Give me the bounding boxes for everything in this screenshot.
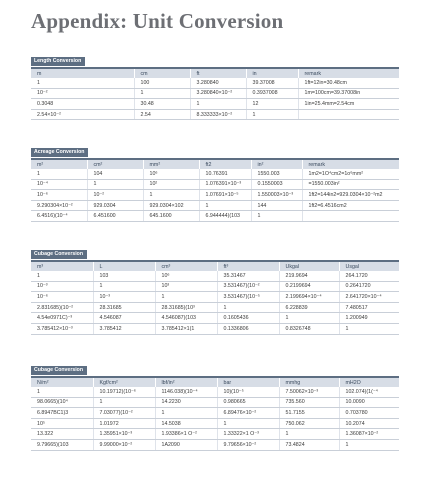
column-header: Usgal xyxy=(339,262,399,271)
table-cell: 9.290304×10⁻² xyxy=(31,200,87,211)
column-header: Kgf/cm² xyxy=(93,378,155,387)
table-cell: 1550.003 xyxy=(251,169,302,179)
column-header: remark xyxy=(302,160,399,169)
table-row xyxy=(31,200,399,211)
table-cell: 10.0090 xyxy=(339,397,399,408)
cubage-conversion-section xyxy=(31,242,399,335)
table-cell: 4.546087 xyxy=(93,313,155,324)
table-cell xyxy=(302,211,399,222)
table-row xyxy=(31,313,399,324)
table-cell: 1 xyxy=(87,179,143,190)
table-cell: 102.074)(1(⁻⁴ xyxy=(339,387,399,397)
column-header: cm³ xyxy=(155,262,217,271)
column-header: mm² xyxy=(143,160,199,169)
table-cell: 2.199694×10⁻⁴ xyxy=(279,292,339,303)
table-cell: 929.0304 xyxy=(87,200,143,211)
table-cell: 6.451600 xyxy=(87,211,143,222)
table-cell: 3.785412×1(1 xyxy=(155,323,217,334)
column-header: cm² xyxy=(87,160,143,169)
table-cell: 1 xyxy=(246,109,298,120)
column-header: mH2O xyxy=(339,378,399,387)
table-cell: 1.93386×1 O⁻² xyxy=(155,429,217,440)
section-tag: Cubage Conversion xyxy=(31,366,87,375)
table-cell: 1ft2=144in2=929.0304×10⁻²m2 xyxy=(302,190,399,201)
table-cell: 264.1720 xyxy=(339,271,399,281)
table-cell: 6.4516)(10⁻⁴ xyxy=(31,211,87,222)
table-row xyxy=(31,271,399,281)
column-header: ft xyxy=(190,69,246,78)
table-cell: 13.322 xyxy=(31,429,93,440)
table-cell: 1 xyxy=(93,397,155,408)
page-title: Appendix: Unit Conversion xyxy=(31,9,284,33)
table-cell: 6.89476×10⁻² xyxy=(217,408,279,419)
table-row xyxy=(31,190,399,201)
table-cell: 10⁶ xyxy=(143,169,199,179)
table-cell: 1 xyxy=(31,78,134,88)
table-cell: 39.37008 xyxy=(246,78,298,88)
table-row xyxy=(31,429,399,440)
table-cell: 1.36087×10⁻² xyxy=(339,429,399,440)
table-cell: 9.79665)(103 xyxy=(31,439,93,450)
table-cell: 1 xyxy=(199,200,251,211)
column-header: m² xyxy=(31,160,87,169)
table-cell: 929.0304×102 xyxy=(143,200,199,211)
table-row xyxy=(31,78,399,88)
table-cell: 0.3048 xyxy=(31,99,134,110)
table-row xyxy=(31,292,399,303)
table-cell: 0.980665 xyxy=(217,397,279,408)
table-cell: 3.280840×10⁻² xyxy=(190,88,246,99)
table-cell: 51.7155 xyxy=(279,408,339,419)
table-row xyxy=(31,302,399,313)
table-cell: 1 xyxy=(339,439,399,450)
column-header: N/m² xyxy=(31,378,93,387)
column-header: ft³ xyxy=(217,262,279,271)
table-cell: 1 xyxy=(134,88,190,99)
table-cell: 1m=100cm=39.37008in xyxy=(298,88,399,99)
table-cell: 219.9694 xyxy=(279,271,339,281)
table-cell: 28.31685)(10³ xyxy=(155,302,217,313)
table-cell: 35.31467 xyxy=(217,271,279,281)
table-cell: 1ft2=6.4516cm2 xyxy=(302,200,399,211)
table-row xyxy=(31,109,399,120)
table-cell: 3.531467)(10⁻² xyxy=(217,281,279,292)
table-cell: 0.703780 xyxy=(339,408,399,419)
table-cell: 10.2074 xyxy=(339,418,399,429)
table-cell: 12 xyxy=(246,99,298,110)
column-header: cm xyxy=(134,69,190,78)
table-cell: 14.2230 xyxy=(155,397,217,408)
table-cell: 1146.038)(10⁻⁴ xyxy=(155,387,217,397)
column-header: Ukgal xyxy=(279,262,339,271)
table-cell: 10)(10⁻⁵ xyxy=(217,387,279,397)
column-header: remark xyxy=(298,69,399,78)
table-cell: 10⁻⁶ xyxy=(31,190,87,201)
table-cell: 1 xyxy=(93,281,155,292)
table-cell: 0.3937008 xyxy=(246,88,298,99)
table-cell: 645.1600 xyxy=(143,211,199,222)
table-row xyxy=(31,439,399,450)
table-cell: 1 xyxy=(31,271,93,281)
table-cell: 28.31685 xyxy=(93,302,155,313)
table-cell: 1 xyxy=(143,190,199,201)
table-cell: 735.560 xyxy=(279,397,339,408)
table-cell: 1 xyxy=(155,408,217,419)
table-cell: 10⁶ xyxy=(155,271,217,281)
table-row xyxy=(31,169,399,179)
table-cell: 1 xyxy=(31,169,87,179)
table-cell: 73.4824 xyxy=(279,439,339,450)
table-cell: 10³ xyxy=(155,281,217,292)
column-header: L xyxy=(93,262,155,271)
table-row xyxy=(31,408,399,419)
table-cell: 98.0665)(10⁴ xyxy=(31,397,93,408)
table-cell: 0.1336806 xyxy=(217,323,279,334)
table-cell: 0.1605436 xyxy=(217,313,279,324)
table-cell: 1.07691×10⁻⁵ xyxy=(199,190,251,201)
table-cell: 1 xyxy=(251,211,302,222)
table-cell: 6.228839 xyxy=(279,302,339,313)
table-row xyxy=(31,387,399,397)
table-cell: 1m2=1O⁴cm2=1o⁶mm² xyxy=(302,169,399,179)
table-cell: 10⁵ xyxy=(31,418,93,429)
table-cell: 10⁻⁶ xyxy=(31,292,93,303)
table-row xyxy=(31,211,399,222)
table-cell: 7.50062×10⁻³ xyxy=(279,387,339,397)
table-cell: 3.280840 xyxy=(190,78,246,88)
table-cell: 4.546087)(103 xyxy=(155,313,217,324)
column-header: m xyxy=(31,69,134,78)
table-cell: 1.550003×10⁻³ xyxy=(251,190,302,201)
table-cell: =1550.003in² xyxy=(302,179,399,190)
table-cell: 2.54 xyxy=(134,109,190,120)
table-cell: 10.76391 xyxy=(199,169,251,179)
table-cell: 7.03077)(10⁻² xyxy=(93,408,155,419)
table-cell: 1 xyxy=(279,429,339,440)
table-cell: 10⁻⁴ xyxy=(31,179,87,190)
section-tag: Length Conversion xyxy=(31,57,85,66)
table-cell: 30.48 xyxy=(134,99,190,110)
column-header: lbf/in² xyxy=(155,378,217,387)
table-cell: 103 xyxy=(93,271,155,281)
table-cell: 3.785412 xyxy=(93,323,155,334)
table-cell: 10⁻² xyxy=(31,88,134,99)
table-cell: 2.641720×10⁻⁴ xyxy=(339,292,399,303)
table-row xyxy=(31,281,399,292)
table-cell: 0.1550003 xyxy=(251,179,302,190)
table-cell: 9.99000×10⁻² xyxy=(93,439,155,450)
table-cell: 1.01972 xyxy=(93,418,155,429)
table-cell: 1 xyxy=(155,292,217,303)
table-cell: 1 xyxy=(190,99,246,110)
table-cell: 1.33322×1 O⁻³ xyxy=(217,429,279,440)
length-conversion-section xyxy=(31,49,399,120)
table-cell: 6.8947BC1)3 xyxy=(31,408,93,419)
column-header: bar xyxy=(217,378,279,387)
table-row xyxy=(31,179,399,190)
table-cell: 14.5038 xyxy=(155,418,217,429)
section-tag: Acreage Conversion xyxy=(31,148,88,157)
table-row xyxy=(31,99,399,110)
table-cell: 0.8326748 xyxy=(279,323,339,334)
table-cell: 3.531467)(10⁻⁵ xyxy=(217,292,279,303)
conversion-table xyxy=(31,378,399,451)
table-cell: 10.19712)(10⁻⁶ xyxy=(93,387,155,397)
table-cell: 1 xyxy=(217,418,279,429)
table-cell: 1in=25.4mm=2.54cm xyxy=(298,99,399,110)
table-cell: 0.2641720 xyxy=(339,281,399,292)
table-row xyxy=(31,418,399,429)
pressure-conversion-section xyxy=(31,358,399,451)
table-cell: 4.54e0971C)⁻³ xyxy=(31,313,93,324)
table-cell: 9.79656×10⁻² xyxy=(217,439,279,450)
column-header: in² xyxy=(251,160,302,169)
table-cell: 2.54×10⁻² xyxy=(31,109,134,120)
conversion-table xyxy=(31,160,399,222)
table-cell: 1ft=12in=30.48cm xyxy=(298,78,399,88)
table-cell: 750.062 xyxy=(279,418,339,429)
table-row xyxy=(31,88,399,99)
column-header: in xyxy=(246,69,298,78)
table-cell: 1 xyxy=(31,387,93,397)
column-header: mmhg xyxy=(279,378,339,387)
table-cell: 1 xyxy=(217,302,279,313)
table-cell: 2.831685)(10⁻² xyxy=(31,302,93,313)
acreage-conversion-section xyxy=(31,140,399,222)
table-cell: 10² xyxy=(143,179,199,190)
table-cell: 10⁻³ xyxy=(31,281,93,292)
table-cell: 100 xyxy=(134,78,190,88)
table-row xyxy=(31,323,399,334)
table-cell: 7.480517 xyxy=(339,302,399,313)
table-cell: 10⁻² xyxy=(87,190,143,201)
section-tag: Cubage Conversion xyxy=(31,250,87,259)
table-cell: 0.2199694 xyxy=(279,281,339,292)
conversion-table xyxy=(31,262,399,335)
table-cell xyxy=(298,109,399,120)
column-header: ft2 xyxy=(199,160,251,169)
table-cell: 1 xyxy=(339,323,399,334)
conversion-table xyxy=(31,69,399,120)
table-cell: 1.076391×10⁻³ xyxy=(199,179,251,190)
table-cell: 8.333333×10⁻² xyxy=(190,109,246,120)
table-cell: 1A2090 xyxy=(155,439,217,450)
table-cell: 104 xyxy=(87,169,143,179)
table-cell: 6.944444)(103 xyxy=(199,211,251,222)
table-cell: 144 xyxy=(251,200,302,211)
table-cell: 10⁻³ xyxy=(93,292,155,303)
table-cell: 1.200949 xyxy=(339,313,399,324)
table-cell: 1 xyxy=(279,313,339,324)
table-row xyxy=(31,397,399,408)
table-cell: 1.35951×10⁻³ xyxy=(93,429,155,440)
table-cell: 3.785412×10⁻³ xyxy=(31,323,93,334)
column-header: m³ xyxy=(31,262,93,271)
